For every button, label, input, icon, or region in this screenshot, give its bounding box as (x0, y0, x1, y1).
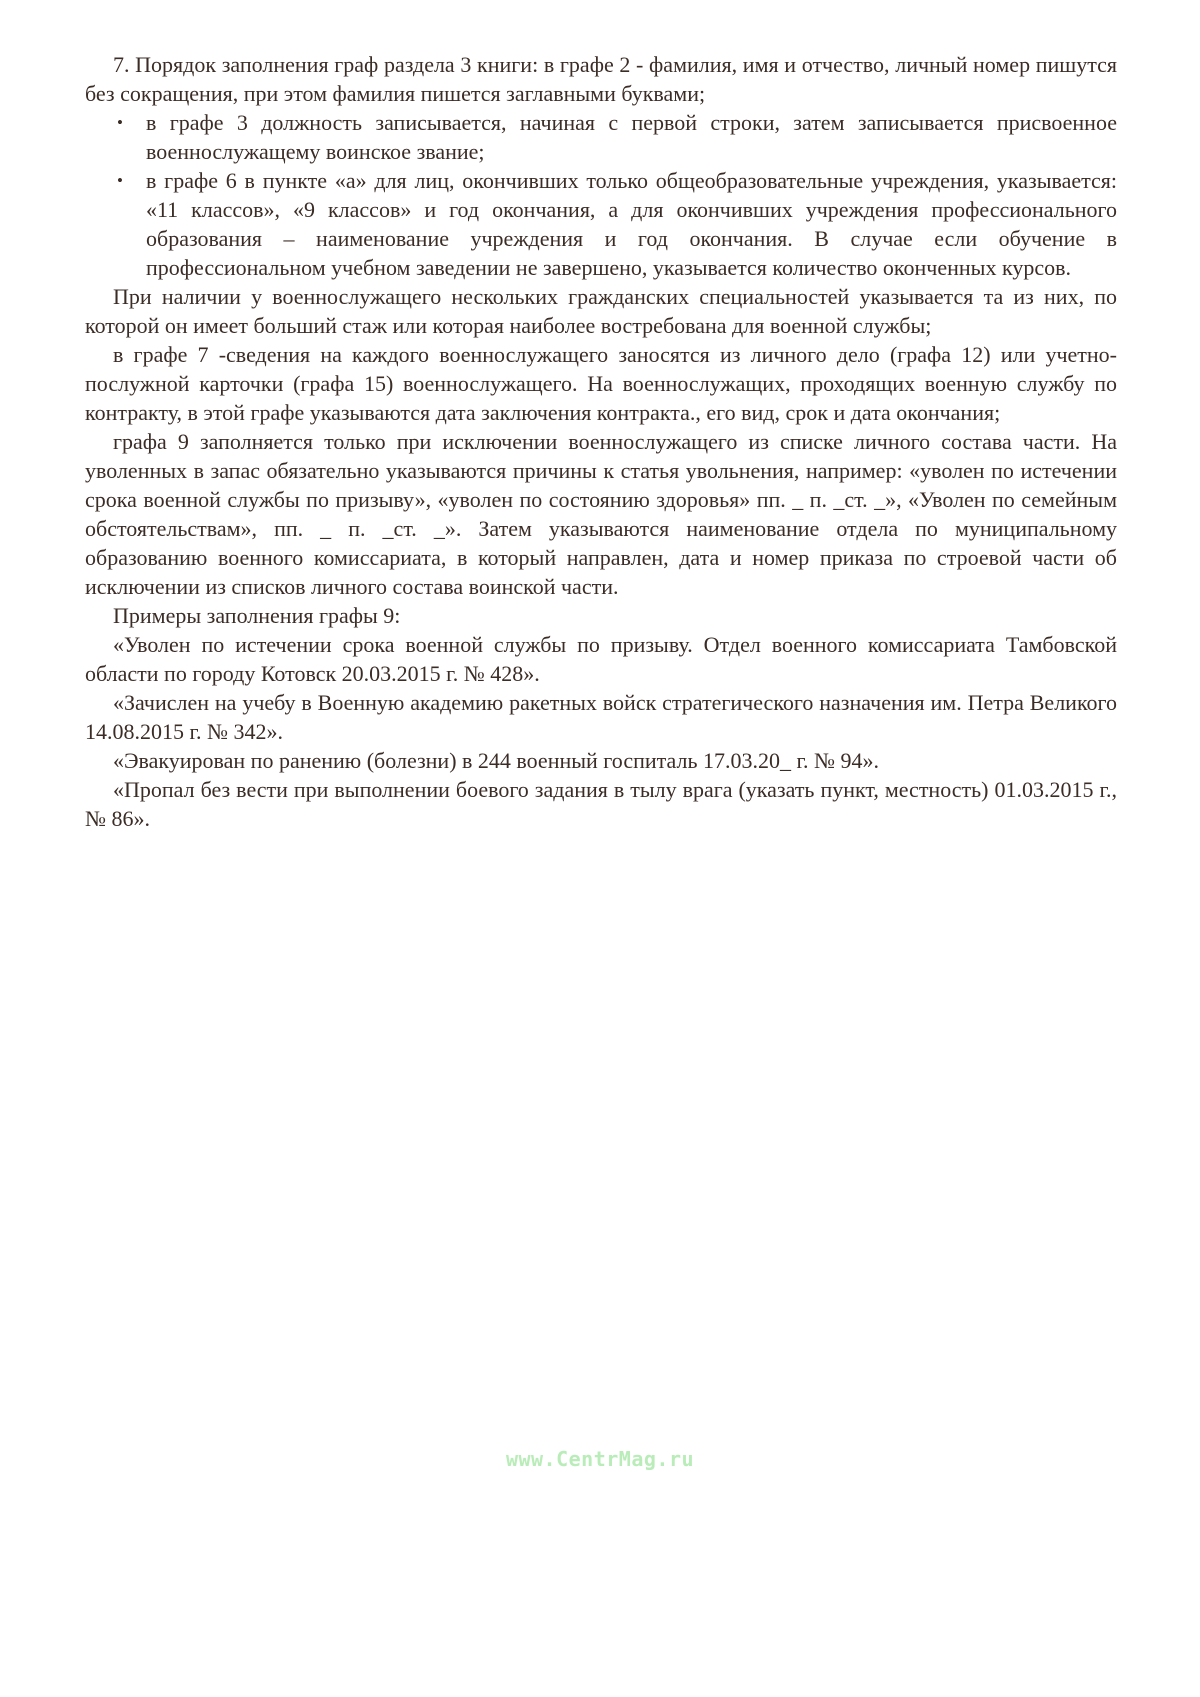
intro-paragraph: 7. Порядок заполнения граф раздела 3 книги: в графе 2 - фамилия, имя и отчество, личный номер пишутся без сокращения, при этом фамилия пишется заглавными буквами; (85, 52, 1117, 106)
watermark-centrmag: www.CentrMag.ru (505, 1447, 695, 1471)
bullet-dot-icon: • (117, 113, 123, 132)
paragraph-grafa-9: графа 9 заполняется только при исключении военнослужащего из списке личного состава части. На уволенных в запас обязательно указываются причины к статья увольнения, например: «уволен по истечении срока военной службы по призыву», «уволен по состоянию здоровья» пп. _ п. _ст. _», «Уволен по семейным обстоятельствам», пп. _ п. _ст. _». Затем указываются наименование отдела по муниципальному образованию военного комиссариата, в который направлен, дата и номер приказа по строевой части об исключении из списков личного состава воинской части. (85, 429, 1117, 599)
bullet-item-grafa-3 (85, 108, 1117, 166)
bullet-item-grafa-6 (85, 166, 1117, 282)
example-enrolled: «Зачислен на учебу в Военную академию ракетных войск стратегического назначения им. Петра Великого 14.08.2015 г. № 342». (85, 690, 1117, 744)
example-evacuated: «Эвакуирован по ранению (болезни) в 244 военный госпиталь 17.03.20_ г. № 94». (113, 748, 880, 773)
bullet-text-grafa-6: в графе 6 в пункте «а» для лиц, окончивших только общеобразовательные учреждения, указывается: «11 классов», «9 классов» и год окончания, а для окончивших учреждения профессионального образования – наименование учреждения и год окончания. В случае если обучение в профессиональном учебном заведении не завершено, указывается количество оконченных курсов. (146, 168, 1117, 280)
examples-heading: Примеры заполнения графы 9: (113, 603, 401, 628)
example-missing: «Пропал без вести при выполнении боевого задания в тылу врага (указать пункт, местность) 01.03.2015 г., № 86». (85, 777, 1117, 831)
paragraph-specialties: При наличии у военнослужащего нескольких гражданских специальностей указывается та из них, по которой он имеет больший стаж или которая наиболее востребована для военной службы; (85, 284, 1117, 338)
paragraph-grafa-7: в графе 7 -сведения на каждого военнослужащего заносятся из личного дело (графа 12) или учетно-послужной карточки (графа 15) военнослужащего. На военнослужащих, проходящих военную службу по контракту, в этой графе указываются дата заключения контракта., его вид, срок и дата окончания; (85, 342, 1117, 425)
bullet-text-grafa-3: в графе 3 должность записывается, начиная с первой строки, затем записывается присвоенное военнослужащему воинское звание; (146, 110, 1117, 164)
example-dismissed: «Уволен по истечении срока военной службы по призыву. Отдел военного комиссариата Тамбовской области по городу Котовск 20.03.2015 г. № 428». (85, 632, 1117, 686)
bullet-dot-icon: • (117, 171, 123, 190)
document-content (85, 50, 1117, 833)
